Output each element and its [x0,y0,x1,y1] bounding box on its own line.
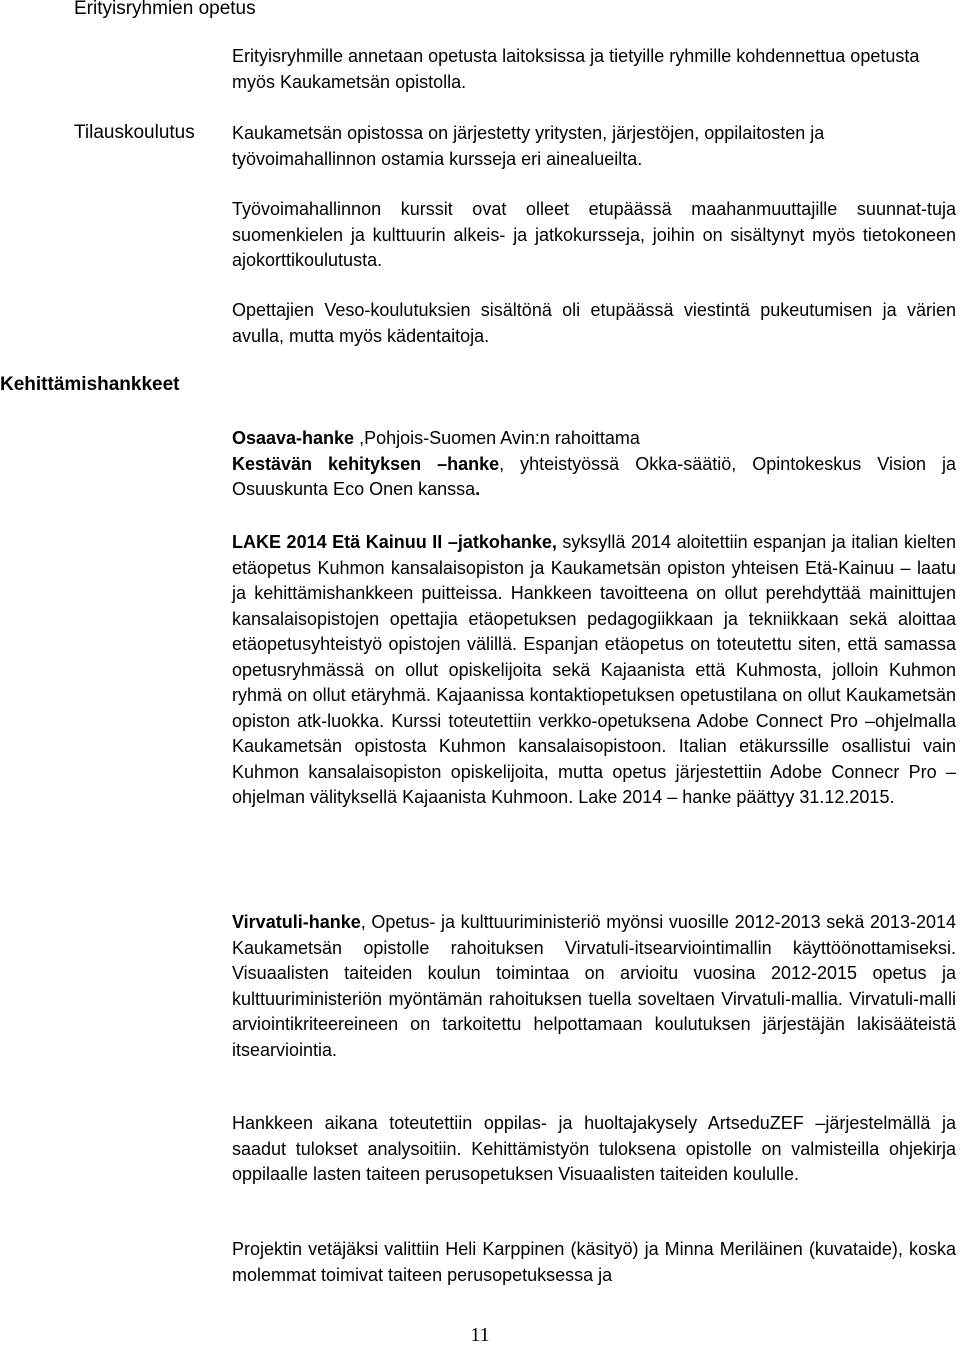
lake-title: LAKE 2014 Etä Kainuu II –jatkohanke, [232,532,557,552]
lake-paragraph [232,530,956,811]
survey-paragraph: Hankkeen aikana toteutettiin oppilas- ja huoltajakysely ArtseduZEF –järjestelmällä ja saadut tulokset analysoitiin. Kehittämistyön tuloksena opistolle on valmisteilla ohjekirja oppilaalle lasten taiteen perusopetuksen Visuaalisten taiteiden koululle. [232,1113,956,1184]
section-label-projects: Kehittämishankkeet [0,374,180,395]
leaders-paragraph: Projektin vetäjäksi valittiin Heli Karppinen (käsityö) ja Minna Meriläinen (kuvataide), koska molemmat toimivat taiteen perusopetuksessa ja [232,1239,956,1285]
section-label-special-groups: Erityisryhmien opetus [74,0,256,19]
kestava-end: . [475,479,481,499]
lake-text: syksyllä 2014 aloitettiin espanjan ja italian kielten etäopetus Kuhmon kansalaisopiston ja Kaukametsän opiston yhteisen Etä-Kainuu – laatu ja kehittämishankkeen puitteissa. Hankkeen tavoitteena on ollut perehdyttää mainittujen kansalaisopistojen opettajia etäopetuksen pedagogiikkaan ja tekniikkaan sekä aloittaa etäopetusyhteistyö opistojen välillä. Espanjan etäopetus on toteutettu siten, että samassa opetusryhmässä on ollut opiskelijoita sekä Kajaanista että Kuhmosta, jolloin Kuhmon ryhmä on ollut etäryhmä. Kajaanissa kontaktiopetuksen opetustilana on ollut Kaukametsän opiston atk-luokka. Kurssi toteutettiin verkko-opetuksena Adobe Connect Pro –ohjelmalla Kaukametsän opistosta Kuhmon kansalaisopistoon. Italian etäkurssille osallistui vain Kuhmon kansalaisopiston opiskelijoita, mutta opetus järjestettiin Adobe Connecr Pro –ohjelman välityksellä Kajaanista Kuhmoon. Lake 2014 – hanke päättyy 31.12.2015. [232,532,956,807]
virvatuli-text: , Opetus- ja kulttuuriministeriö myönsi vuosille 2012-2013 sekä 2013-2014 Kaukametsän opistolle rahoituksen Virvatuli-itsearviointimallin käyttöönottamiseksi. Visuaalisten taiteiden koulun toimintaa on arvioitu vuosina 2012-2015 opetus ja kulttuuriministeriön myöntämän rahoituksen tuella soveltaen Virvatuli-mallia. Virvatuli-malli arviointikriteereineen on tarkoitettu helpottamaan koulutuksen järjestäjän lakisääteistä itsearviointia. [232,912,956,1060]
virvatuli-paragraph [232,910,956,1063]
section-label-commissioned: Tilauskoulutus [74,122,195,143]
teacher-training-paragraph: Opettajien Veso-koulutuksien sisältönä oli etupäässä viestintä pukeutumisen ja värien avulla, mutta myös kädentaitoja. [232,300,956,346]
osaava-paragraph [232,426,956,503]
commissioned-intro-paragraph: Kaukametsän opistossa on järjestetty yritysten, järjestöjen, oppilaitosten ja työvoimahallinnon ostamia kursseja eri ainealueilta. [232,123,825,169]
virvatuli-title: Virvatuli-hanke [232,912,361,932]
osaava-title: Osaava-hanke [232,428,355,448]
labor-courses-paragraph: Työvoimahallinnon kurssit ovat olleet etupäässä maahanmuuttajille suunnat-tuja suomenkielen ja kulttuurin alkeis- ja jatkokursseja, joihin on sisältynyt myös tietokoneen ajokorttikoulutusta. [232,199,956,270]
kestava-text: , yhteistyössä Okka-säätiö, Opintokeskus Vision ja Osuuskunta Eco Onen kanssa [232,453,956,499]
kestava-title: Kestävän kehityksen –hanke [232,453,500,474]
osaava-funder: ,Pohjois-Suomen Avin:n rahoittama [354,428,640,448]
special-groups-paragraph: Erityisryhmille annetaan opetusta laitoksissa ja tietyille ryhmille kohdennettua opetusta myös Kaukametsän opistolla. [232,46,920,92]
page-number: 11 [470,1324,490,1346]
